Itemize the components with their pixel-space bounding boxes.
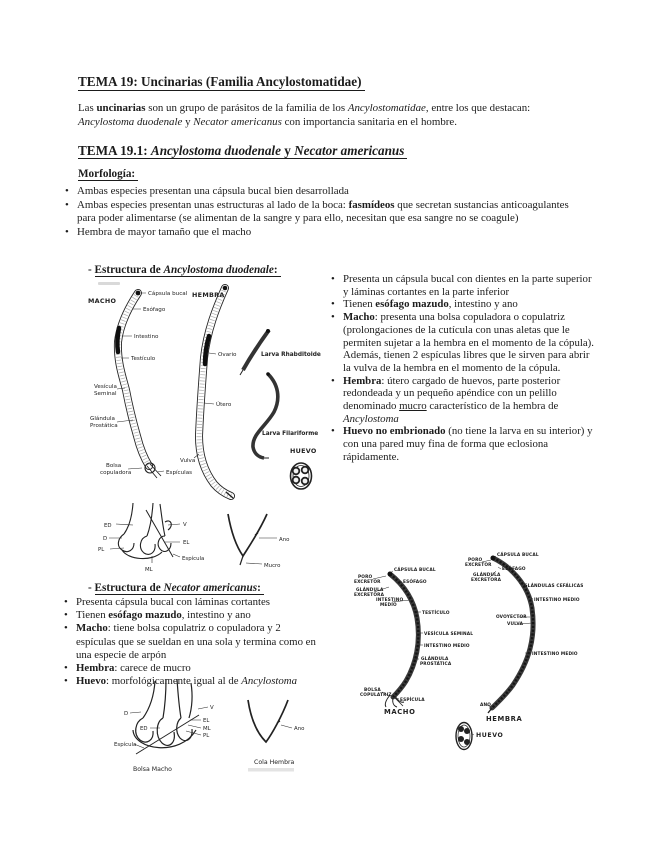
morfologia-heading: Morfología:	[78, 168, 138, 180]
list-item	[64, 185, 569, 199]
text-segment: Hembra	[343, 374, 382, 387]
vesicula-label: Vesícula	[94, 384, 117, 390]
text-segment: : tiene bolsa copulatriz o copuladora y 2 espículas que se sueldan en una sola y termina como en una especie de arpón	[76, 622, 316, 661]
text-segment: Necator americanus	[193, 116, 282, 128]
utero-label: Útero	[216, 402, 232, 408]
list-item	[63, 622, 318, 662]
testiculo-label: Testículo	[131, 356, 156, 362]
leader-lines	[130, 707, 292, 748]
testiculo-label: TESTÍCULO	[422, 611, 450, 616]
poro-excretor-f-label: PORO	[468, 558, 483, 563]
larva-filariforme-drawing	[253, 372, 278, 458]
text-segment: , intestino y ano	[181, 609, 251, 622]
male-worm-drawing	[385, 572, 418, 707]
glandula-excretora-f-label: GLÁNDULA	[473, 573, 501, 578]
pl-label: PL	[98, 547, 105, 553]
text-segment: fasmídeos	[348, 198, 395, 211]
capsula-bucal-f-label: CÁPSULA BUCAL	[497, 553, 539, 558]
text-segment: característico de la hembra de	[426, 400, 559, 413]
esofago-label: ESÓFAGO	[403, 580, 427, 585]
faint-smudge	[248, 768, 294, 772]
text-segment: Ancylostoma duodenale	[163, 264, 274, 276]
text-segment: Macho	[76, 622, 108, 635]
vesicula-seminal-label: VESÍCULA SEMINAL	[424, 632, 474, 637]
faint-smudge	[98, 282, 120, 285]
list-item	[64, 199, 569, 226]
page-title: TEMA 19: Uncinarias (Familia Ancylostomatidae)	[78, 74, 365, 91]
text-segment: Ancylostoma	[343, 412, 399, 425]
text-segment: Huevo	[76, 675, 106, 688]
larva-filariforme-label: Larva Filariforme	[262, 431, 319, 437]
glandula-excretora-f-label-2: EXCRETORA	[471, 578, 502, 583]
list-item	[330, 425, 595, 463]
text-segment: Tienen	[76, 609, 109, 622]
section-heading-tema-19-1	[78, 143, 407, 159]
text-segment: y	[280, 143, 295, 158]
text-segment: TEMA 19.1:	[78, 143, 151, 158]
ml-label: ML	[203, 726, 211, 732]
egg-drawing	[456, 723, 472, 750]
vulva-label: Vulva	[180, 458, 196, 464]
ed-label: ED	[140, 726, 148, 732]
ovario-label: Ovario	[218, 352, 237, 358]
text-segment: -	[88, 264, 95, 276]
esofago-f-label: ESÓFAGO	[502, 567, 526, 572]
espicula-label: Espícula	[114, 742, 137, 748]
intestino-medio-f-label: INTESTINO MEDIO	[534, 598, 580, 603]
poro-excretor-label: PORO	[358, 575, 373, 580]
text-segment: y	[182, 116, 194, 128]
text-segment: Presenta un cápsula bucal con dientes en la parte superior y láminas cortantes en la parte inferior	[343, 273, 592, 298]
figure-ancylostoma-structure	[76, 286, 332, 578]
ml-label: ML	[145, 567, 153, 573]
list-item	[330, 273, 595, 298]
text-segment: :	[257, 582, 261, 594]
estructura-ancylostoma-heading	[88, 264, 281, 276]
list-item	[330, 375, 595, 426]
text-segment: con importancia sanitaria en el hombre.	[281, 116, 457, 128]
glandula-excretora-label: GLÁNDULA	[356, 588, 384, 593]
text-segment: Ancylostoma	[241, 675, 297, 688]
necator-bullet-list	[63, 596, 318, 688]
text-segment: Estructura de	[94, 264, 164, 276]
text-segment: Ambas especies presentan unas estructuras al lado de la boca:	[77, 198, 349, 211]
bolsa-copulatriz-label-2: COPULATRIZ	[360, 693, 392, 698]
bolsa-macho-caption: Bolsa Macho	[133, 766, 172, 773]
vesicula-label-2: Seminal	[94, 391, 117, 397]
text-segment: que secretan sustancias anticoagulantes para poder alimentarse (se alimentan de la sangre y para ello, necesitan que esa sangre no se coagule)	[77, 198, 569, 225]
d-label: D	[124, 711, 129, 717]
glandulas-cefalicas-label: GLÁNDULAS CEFÁLICAS	[524, 584, 584, 589]
text-segment: Ancylostoma duodenale	[78, 116, 183, 128]
list-item	[63, 609, 318, 622]
text-segment: (no tiene la larva en su interior) y con una pared muy fina de forma que eclosiona rápidamente.	[343, 425, 593, 463]
text-segment: Macho	[343, 311, 375, 324]
male-caption: MACHO	[384, 708, 416, 716]
v-label: V	[210, 705, 214, 711]
espicula-label: ESPÍCULA	[400, 698, 425, 703]
text-segment: Las	[78, 102, 97, 114]
esofago-label: Esófago	[143, 307, 166, 313]
text-segment: esófago mazudo	[108, 609, 182, 622]
text-segment: Hembra de mayor tamaño que el macho	[77, 225, 252, 238]
estructura-necator-heading	[88, 582, 264, 594]
figure-necator-details	[100, 678, 312, 790]
d-label: D	[103, 536, 108, 542]
text-segment: -	[88, 582, 95, 594]
text-segment: mucro	[399, 400, 427, 413]
text-segment: Presenta cápsula bucal con láminas cortantes	[76, 596, 270, 608]
intestino-medio-2-label: INTESTINO MEDIO	[424, 644, 470, 649]
text-segment: Necator americanus	[294, 143, 405, 158]
intestino-medio-f-2-label: INTESTINO MEDIO	[532, 652, 578, 657]
cola-hembra-caption: Cola Hembra	[254, 759, 295, 766]
ed-label: ED	[104, 523, 112, 529]
ano-label: Ano	[294, 726, 305, 732]
male-worm-drawing	[117, 291, 161, 478]
huevo-label: HUEVO	[476, 732, 504, 739]
intestino-label: Intestino	[134, 334, 159, 340]
text-segment: Estructura de	[94, 582, 164, 594]
glandula-excretora-label-2: EXCRETORA	[354, 593, 385, 598]
text-segment: :	[273, 264, 278, 276]
list-item	[64, 226, 569, 240]
text-segment: Ancylostomatidae	[347, 102, 426, 114]
larva-rhabditoide-label: Larva Rhabditoide	[261, 352, 321, 358]
figure-labels	[354, 551, 584, 739]
text-segment: Huevo no embrionado	[343, 425, 446, 438]
text-segment: Ambas especies presentan una cápsula bucal bien desarrollada	[77, 185, 349, 197]
poro-excretor-f-label-2: EXCRETOR	[465, 563, 492, 568]
intestino-medio-label-2: MEDIO	[380, 603, 397, 608]
list-item	[63, 662, 318, 675]
glandula-prostatica-label: GLÁNDULA	[421, 657, 449, 662]
glandula-label: Glándula	[90, 416, 115, 422]
huevo-label: HUEVO	[290, 447, 317, 455]
capsula-bucal-label: Cápsula bucal	[148, 291, 188, 297]
ancylostoma-bullet-list	[330, 273, 595, 464]
ano-label: Ano	[279, 537, 290, 543]
v-label: V	[183, 522, 187, 528]
text-segment: Tienen	[343, 298, 376, 311]
text-segment: : carece de mucro	[114, 662, 191, 675]
female-caption: HEMBRA	[192, 291, 225, 299]
text-segment: Hembra	[76, 662, 115, 675]
bolsa-copulatriz-label: BOLSA	[364, 688, 381, 693]
bolsa-label-2: copuladora	[100, 470, 132, 476]
intestino-medio-label: INTESTINO	[376, 598, 404, 603]
text-segment: uncinarias	[96, 102, 146, 114]
egg-drawing	[291, 463, 312, 489]
female-caption: HEMBRA	[486, 715, 523, 723]
text-segment: esófago mazudo	[375, 298, 449, 311]
vulva-label: VULVA	[507, 622, 524, 627]
intro-paragraph	[78, 101, 590, 129]
el-label: EL	[183, 540, 190, 546]
female-worm-drawing	[199, 286, 233, 498]
espicula-label: Espícula	[182, 556, 205, 562]
list-item	[63, 596, 318, 609]
list-item	[330, 311, 595, 375]
bolsa-label: Bolsa	[106, 463, 122, 469]
male-caption: MACHO	[88, 297, 117, 305]
bursa-detail-drawing	[118, 503, 173, 559]
text-segment: Necator americanus	[163, 582, 258, 594]
ovoyector-label: OVOYECTOR	[496, 615, 527, 620]
el-label: EL	[203, 718, 210, 724]
bursa-drawing	[133, 679, 199, 754]
ano-label: ANO	[480, 703, 492, 708]
text-segment: , intestino y ano	[448, 298, 518, 311]
capsula-bucal-label: CÁPSULA BUCAL	[394, 568, 436, 573]
list-item	[330, 298, 595, 311]
mucro-label: Mucro	[264, 563, 281, 569]
poro-excretor-label-2: EXCRETOR	[354, 580, 381, 585]
glandula-prostatica-label-2: PROSTÁTICA	[420, 662, 452, 667]
morfologia-bullet-list	[64, 185, 569, 239]
pl-label: PL	[203, 733, 210, 739]
espiculas-label: Espículas	[166, 470, 193, 476]
figure-necator-worms	[340, 540, 625, 775]
text-segment: : presenta una bolsa copuladora o copulatriz (prolongaciones de la cutícula con unas aletas que le permiten sujetar a la hembra en el momento de la cópula). Además, tienen 2 espículas libres que le sirven para abrir la vulva de la hembra en el momento de la cópula.	[343, 311, 594, 374]
text-segment: son un grupo de parásitos de la familia de los	[145, 102, 348, 114]
glandula-label-2: Prostática	[90, 423, 118, 429]
text-segment: : morfológicamente igual al de	[106, 675, 242, 688]
text-segment: : útero cargado de huevos, parte posterior redondeada y un pequeño apéndice con un pelillo denominado	[343, 374, 561, 413]
tail-detail-drawing	[228, 514, 267, 565]
text-segment: Ancylostoma duodenale	[150, 143, 281, 158]
text-segment: , entre los que destacan:	[425, 102, 531, 114]
figure-labels	[114, 705, 304, 773]
